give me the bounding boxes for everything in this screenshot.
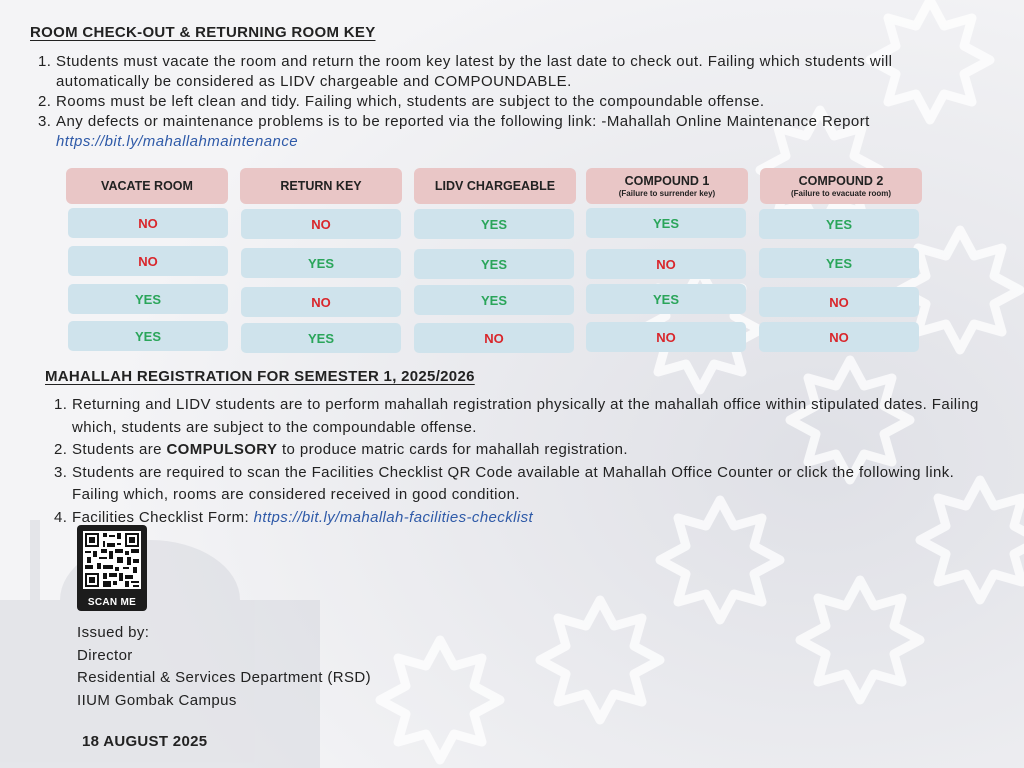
header-label: COMPOUND 2 — [798, 174, 884, 188]
table-cell: YES — [241, 323, 401, 353]
registration-rules-list — [54, 394, 1004, 529]
item-text: Any defects or maintenance problems is to be reported via the following link: -Mahallah Online Maintenance Report — [56, 113, 870, 130]
table-cell: YES — [68, 321, 228, 351]
table-cell: YES — [759, 248, 919, 278]
item-text: Returning and LIDV students are to perform mahallah registration physically at the mahallah office within stipulated dates. Failing which, students are subject to the compoundable offense. — [72, 396, 979, 436]
item-number: 1. — [54, 396, 68, 413]
header-vacate-room — [66, 168, 228, 204]
item-text: Rooms must be left clean and tidy. Failing which, students are subject to the compoundable offense. — [56, 93, 765, 110]
table-cell: NO — [241, 209, 401, 239]
issued-by-label: Issued by: — [77, 624, 150, 641]
item-number: 4. — [54, 508, 68, 526]
table-cell: NO — [414, 323, 574, 353]
item-number: 3. — [54, 463, 68, 481]
item-number: 1. — [38, 53, 52, 70]
header-label: RETURN KEY — [280, 179, 362, 193]
maintenance-link[interactable]: https://bit.ly/mahallahmaintenance — [56, 133, 299, 150]
checkout-compound-table — [66, 168, 926, 358]
header-label: LIDV CHARGEABLE — [434, 179, 556, 193]
list-item — [38, 52, 938, 92]
issue-date: 18 AUGUST 2025 — [82, 733, 208, 750]
item-number: 3. — [38, 113, 52, 130]
list-item — [54, 439, 1004, 462]
facilities-checklist-link[interactable]: https://bit.ly/mahallah-facilities-checklist — [253, 508, 534, 526]
list-item — [38, 112, 938, 152]
item-text: Students must vacate the room and return the room key latest by the last date to check out. Failing which students will automatically be considered as LIDV chargeable and COMPOUNDABLE. — [56, 53, 893, 90]
table-cell: NO — [586, 249, 746, 279]
table-cell: YES — [586, 208, 746, 238]
table-cell: NO — [586, 322, 746, 352]
item-text: Students are — [72, 441, 167, 458]
list-item — [54, 394, 1004, 439]
table-cell: NO — [241, 287, 401, 317]
list-item — [38, 92, 938, 112]
table-cell: NO — [68, 208, 228, 238]
list-item — [54, 462, 1004, 507]
issuer-line: IIUM Gombak Campus — [77, 691, 237, 709]
table-cell: YES — [414, 249, 574, 279]
item-number: 2. — [54, 441, 68, 458]
table-cell: NO — [68, 246, 228, 276]
item-number: 2. — [38, 93, 52, 110]
table-cell: YES — [241, 248, 401, 278]
issuer-line: Director — [77, 646, 133, 664]
scan-me-label: SCAN ME — [87, 597, 137, 608]
item-text: to produce matric cards for mahallah registration. — [277, 441, 628, 458]
header-return-key — [240, 168, 402, 204]
issuer-line: Residential & Services Department (RSD) — [77, 669, 372, 686]
checkout-rules-list — [38, 52, 938, 152]
header-compound-1 — [586, 168, 748, 204]
table-cell: YES — [68, 284, 228, 314]
header-lidv-chargeable — [414, 168, 576, 204]
header-sublabel: (Failure to surrender key) — [618, 189, 716, 198]
compulsory-emphasis: COMPULSORY — [166, 441, 278, 458]
issued-by-block — [77, 622, 371, 712]
item-text: Students are required to scan the Facilities Checklist QR Code available at Mahallah Office Counter or click the following link. Failing which, rooms are considered received in good condition. — [72, 463, 955, 503]
item-text: Facilities Checklist Form: — [72, 508, 254, 526]
table-cell: YES — [414, 285, 574, 315]
table-cell: YES — [759, 209, 919, 239]
list-item — [54, 507, 1004, 530]
table-cell: NO — [759, 287, 919, 317]
header-label: VACATE ROOM — [101, 179, 193, 193]
qr-code-icon — [83, 531, 141, 589]
section1-heading: ROOM CHECK-OUT & RETURNING ROOM KEY — [30, 24, 376, 41]
table-cell: YES — [586, 284, 746, 314]
qr-code-badge[interactable] — [77, 525, 147, 611]
table-cell: YES — [414, 209, 574, 239]
table-cell: NO — [759, 322, 919, 352]
section2-heading: MAHALLAH REGISTRATION FOR SEMESTER 1, 2025/2026 — [45, 368, 475, 385]
header-label: COMPOUND 1 — [624, 174, 710, 188]
header-sublabel: (Failure to evacuate room) — [790, 189, 892, 198]
header-compound-2 — [760, 168, 922, 204]
